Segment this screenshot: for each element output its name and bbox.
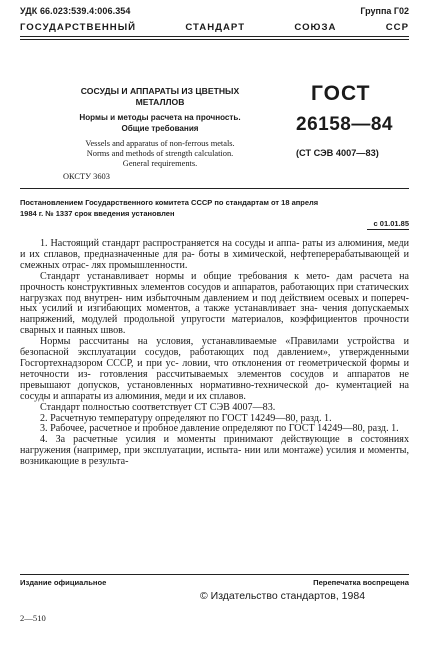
group-code: Группа Г02 [360,6,409,16]
title-line: МЕТАЛЛОВ [135,97,185,107]
banner-word: СОЮЗА [294,22,337,33]
reprint-notice: Перепечатка воспрещена [313,578,409,587]
copyright: © Издательство стандартов, 1984 [200,590,366,602]
state-standard-banner [20,22,409,33]
banner-word: ГОСУДАРСТВЕННЫЙ [20,22,137,33]
document-title [45,86,275,108]
body-text [20,239,409,468]
decree-line: 1984 г. № 1337 срок введения установлен [20,209,175,218]
english-title-line: Vessels and apparatus of non-ferrous metals. [85,139,235,148]
title-line: СОСУДЫ И АППАРАТЫ ИЗ ЦВЕТНЫХ [80,86,240,96]
paragraph: 3. Рабочее, расчетное и пробное давление определяют по ГОСТ 14249—80, разд. 1. [40,423,399,435]
footer-divider [20,574,409,575]
effective-date: с 01.01.85 [373,219,409,228]
paragraph: Стандарт полностью соответствует СТ СЭВ 4007—83. [40,401,276,413]
okstu-code: ОКСТУ 3603 [63,172,110,181]
english-title-line: Norms and methods of strength calculation. [86,149,234,158]
gost-number: 26158—84 [296,114,393,135]
decree-line: Постановлением Государственного комитета СССР по стандартам от 18 апреля [20,198,319,207]
subtitle-line: Общие требования [121,124,199,133]
paragraph: Стандарт устанавливает нормы и общие требования к мето- дам расчета на прочность конструктивных элементов сосудов и аппаратов, работающих при статических нагрузках под внутрен- ним избыточным давлением и под действием осевых и попереч- ных усилий и изгибающих моментов, а также устанавливает зна- чения допускаемых напряжений, модулей продольной упругости материалов, коэффициентов прочности сварных и паяных швов. [20,270,409,337]
header-divider [20,188,409,189]
english-title [45,139,275,169]
banner-rule-top [20,36,409,37]
banner-word: ССР [385,22,409,33]
paragraph: 2. Расчетную температуру определяют по ГОСТ 14249—80, разд. 1. [40,412,332,424]
document-subtitle [45,112,275,134]
subtitle-line: Нормы и методы расчета на прочность. [79,113,241,122]
english-title-line: General requirements. [122,159,198,168]
page-code: 2—510 [20,613,46,623]
paragraph: 4. За расчетные усилия и моменты принимают действующие в состояниях нагружения (например, при эксплуатации, испыта- нии или монтаже) усилия и моменты, возникающие в результа- [20,434,410,468]
effective-date-rule [367,229,409,230]
paragraph: 1. Настоящий стандарт распространяется на сосуды и аппа- раты из алюминия, меди и их сплавов, предназначенные для ра- боты в химической, нефтеперерабатывающей и смежных отрас- лях промышленности. [20,238,409,271]
decree-text [20,197,409,219]
gost-label: ГОСТ [311,82,371,105]
udc-code: УДК 66.023:539.4:006.354 [20,6,131,16]
official-edition: Издание официальное [20,578,107,587]
banner-word: СТАНДАРТ [185,22,246,33]
paragraph: Нормы рассчитаны на условия, устанавливаемые «Правилами устройства и безопасной эксплуатации сосудов, работающих под давлением», утвержденными Госгортехнадзором СССР, и при ус- ловии, что отклонения от геометрической формы и неточности из- готовления рассчитываемых элементов сосудов и аппаратов не превышают допусков, установленных нормативно-технической до- кументацией на сосуды и аппараты из алюминия, меди и их сплавов. [20,336,410,402]
gost-st-sev: (СТ СЭВ 4007—83) [296,148,379,158]
banner-rule-bottom [20,39,409,40]
